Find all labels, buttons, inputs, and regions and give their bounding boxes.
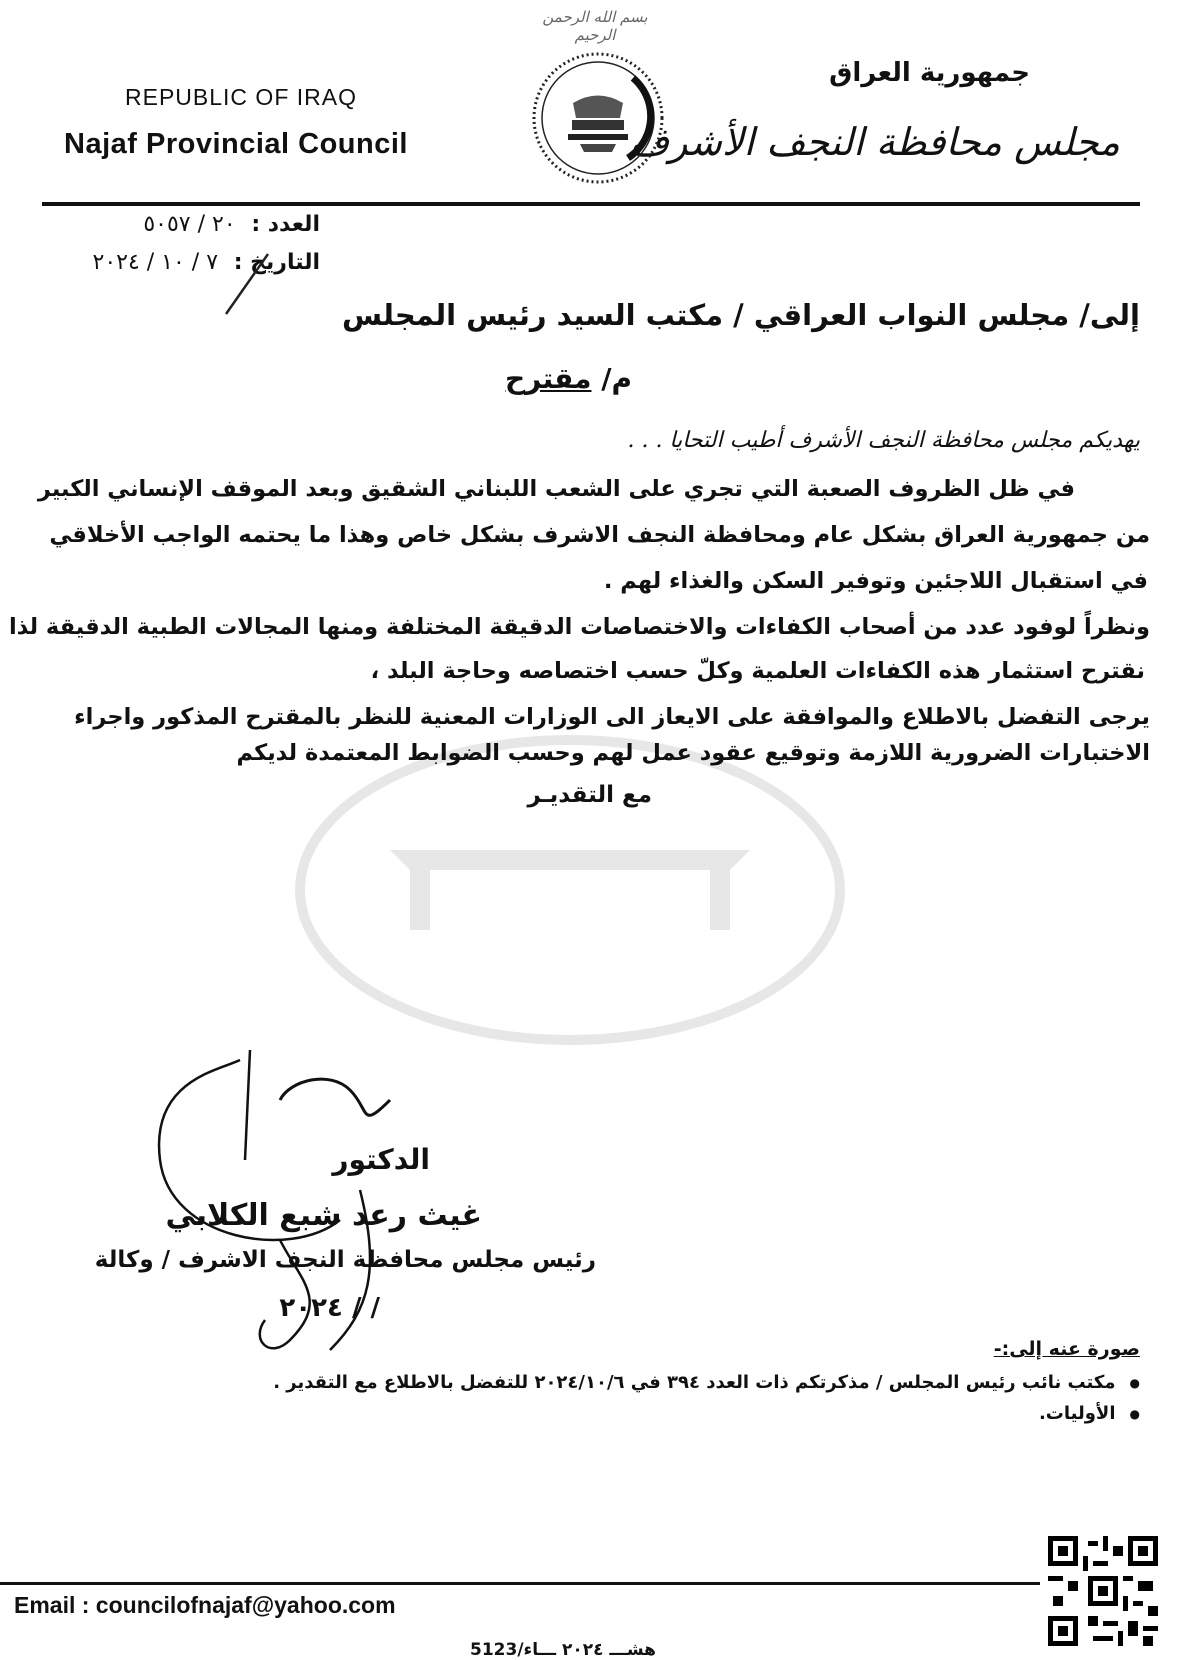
body-line: من جمهورية العراق بشكل عام ومحافظة النجف الاشرف بشكل خاص وهذا ما يحتمه الواجب الأخلاقي: [49, 522, 1150, 548]
body-line: يرجى التفضل بالاطلاع والموافقة على الايعاز الى الوزارات المعنية للنظر بالمقترح المذكور واجراء: [74, 704, 1150, 730]
signatory-name: غيث رعد شبع الكلابي: [165, 1198, 482, 1233]
body-line: في استقبال اللاجئين وتوفير السكن والغذاء لهم .: [603, 568, 1148, 594]
footer-email: Email : councilofnajaf@yahoo.com: [14, 1592, 396, 1618]
subject-text: مقترح: [504, 362, 592, 395]
signatory-role: رئيس مجلس محافظة النجف الاشرف / وكالة: [94, 1247, 596, 1273]
header-divider: [42, 202, 1140, 206]
basmala: بسم الله الرحمن الرحيم: [542, 8, 648, 44]
addressee: إلى/ مجلس النواب العراقي / مكتب السيد رئيس المجلس: [342, 298, 1140, 332]
qr-code-icon: [1048, 1536, 1158, 1646]
signature-date: / / ٢٠٢٤: [279, 1293, 380, 1323]
body-line: ونظراً لوفود عدد من أصحاب الكفاءات والاختصاصات الدقيقة المختلفة ومنها المجالات الطبية الدقيقة لذا: [8, 614, 1150, 640]
reference-number-value: ٢٠ / ٥٠٥٧: [143, 212, 236, 237]
body-line: نقترح استثمار هذه الكفاءات العلمية وكلّ حسب اختصاصه وحاجة البلد ،: [370, 658, 1145, 684]
signatory-title: الدكتور: [332, 1143, 430, 1176]
header-council-ar: مجلس محافظة النجف الأشرف: [629, 120, 1120, 164]
reference-number: [143, 212, 320, 237]
reference-number-label: العدد :: [251, 212, 320, 237]
reference-date: [93, 250, 321, 275]
cc-heading: صورة عنه إلى:-: [993, 1338, 1140, 1360]
footer-divider: [0, 1582, 1040, 1585]
cc-list: [273, 1372, 1140, 1434]
handwritten-slash-icon: [218, 250, 278, 320]
subject-prefix: م/: [601, 362, 632, 395]
header-council-en: Najaf Provincial Council: [64, 128, 408, 160]
closing-regards: مع التقديـر: [527, 782, 652, 808]
greeting: يهديكم مجلس محافظة النجف الأشرف أطيب التحايا . . .: [627, 428, 1140, 453]
council-seal-icon: [528, 48, 668, 188]
cc-item: ● الأوليات.: [273, 1403, 1140, 1424]
body-line: الاختبارات الضرورية اللازمة وتوقيع عقود عمل لهم وحسب الضوابط المعتمدة لديكم: [236, 740, 1150, 766]
watermark-seal-icon: [290, 720, 850, 1050]
reference-date-label: التاريخ :: [233, 250, 320, 275]
subject: [505, 362, 632, 395]
body-line: في ظل الظروف الصعبة التي تجري على الشعب اللبناني الشقيق وبعد الموقف الإنساني الكبير: [37, 476, 1075, 502]
cc-item: ● مكتب نائب رئيس المجلس / مذكرتكم ذات العدد ٣٩٤ في ٢٠٢٤/١٠/٦ للتفضل بالاطلاع مع التقدير .: [273, 1372, 1140, 1393]
reference-date-value: ٧ / ١٠ / ٢٠٢٤: [92, 250, 219, 275]
header-republic-en: REPUBLIC OF IRAQ: [125, 84, 357, 110]
footer-code: هشـــ ٢٠٢٤ ـــاء/5123: [470, 1640, 656, 1660]
header-republic-ar: جمهورية العراق: [829, 58, 1030, 88]
